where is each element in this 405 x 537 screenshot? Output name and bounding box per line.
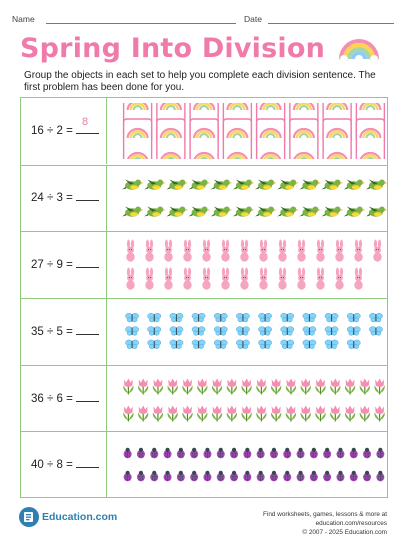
bird bbox=[344, 207, 366, 217]
brand-name: Education.com bbox=[42, 511, 118, 523]
tulip bbox=[168, 379, 178, 395]
ladybug bbox=[137, 448, 145, 459]
tulip bbox=[286, 406, 296, 422]
ladybug bbox=[150, 448, 158, 459]
bunny bbox=[278, 240, 286, 262]
tulip bbox=[256, 406, 266, 422]
rainbow-icon bbox=[337, 35, 381, 61]
butterfly bbox=[148, 327, 161, 336]
ladybug bbox=[190, 448, 198, 459]
butterflies bbox=[121, 311, 387, 351]
ladybug bbox=[270, 448, 278, 459]
tulip bbox=[301, 406, 311, 422]
ladybug bbox=[190, 471, 198, 482]
name-field[interactable] bbox=[46, 23, 236, 24]
object-group bbox=[121, 372, 387, 426]
answer-blank[interactable] bbox=[76, 390, 99, 402]
tulip bbox=[345, 406, 355, 422]
bird bbox=[299, 180, 321, 190]
butterfly bbox=[281, 340, 294, 349]
bird bbox=[122, 180, 143, 190]
tulip bbox=[286, 379, 296, 395]
problem-row bbox=[21, 165, 387, 231]
tulip bbox=[241, 406, 251, 422]
ladybug bbox=[350, 471, 358, 482]
date-field[interactable] bbox=[268, 23, 394, 24]
bunny bbox=[164, 268, 172, 290]
answer-blank[interactable] bbox=[76, 256, 99, 268]
footer-text bbox=[192, 510, 387, 537]
equation: 35 ÷ 5 = bbox=[31, 326, 73, 338]
tulip bbox=[168, 406, 178, 422]
instructions: Group the objects in each set to help you complete each division sentence. The first problem has been done for you. bbox=[24, 70, 376, 93]
bunny bbox=[221, 268, 229, 290]
tulip bbox=[197, 406, 207, 422]
bunny bbox=[259, 268, 267, 290]
butterfly bbox=[170, 327, 183, 336]
butterfly bbox=[192, 340, 205, 349]
bunny bbox=[221, 240, 229, 262]
bunny bbox=[164, 240, 172, 262]
ladybug bbox=[350, 448, 358, 459]
object-group bbox=[121, 172, 387, 226]
bird bbox=[144, 180, 166, 190]
bunny bbox=[126, 240, 134, 262]
butterfly bbox=[303, 313, 316, 322]
butterfly bbox=[148, 340, 161, 349]
ladybugs bbox=[121, 442, 387, 488]
answer-value: 8 bbox=[82, 116, 89, 128]
answer-blank[interactable] bbox=[76, 189, 99, 201]
bird bbox=[277, 180, 299, 190]
division-sentence bbox=[31, 189, 103, 204]
rainbow-card bbox=[190, 119, 218, 159]
ladybug bbox=[363, 471, 371, 482]
copyright: © 2007 - 2025 Education.com bbox=[302, 529, 387, 536]
ladybug bbox=[217, 471, 225, 482]
bunny bbox=[354, 268, 362, 290]
division-sentence bbox=[31, 323, 103, 338]
division-sentence bbox=[31, 456, 103, 471]
butterfly bbox=[236, 313, 249, 322]
ladybug bbox=[243, 471, 251, 482]
answer-blank[interactable] bbox=[76, 116, 99, 134]
column-divider bbox=[106, 299, 107, 365]
equation: 27 ÷ 9 = bbox=[31, 259, 73, 271]
butterfly bbox=[369, 313, 382, 322]
bird bbox=[255, 207, 276, 217]
tulip bbox=[271, 406, 281, 422]
tulip bbox=[138, 406, 148, 422]
tulip bbox=[212, 406, 222, 422]
tulip bbox=[330, 379, 340, 395]
header bbox=[12, 14, 393, 28]
division-sentence bbox=[31, 390, 103, 405]
birds bbox=[121, 172, 387, 226]
tulip bbox=[256, 379, 266, 395]
rainbow-card bbox=[257, 119, 285, 159]
bird bbox=[277, 207, 299, 217]
ladybug bbox=[230, 471, 238, 482]
butterfly bbox=[258, 340, 271, 349]
bunny bbox=[183, 268, 191, 290]
problem-table bbox=[20, 97, 388, 498]
bird bbox=[299, 207, 321, 217]
bird bbox=[255, 180, 276, 190]
butterfly bbox=[258, 313, 271, 322]
ladybug bbox=[257, 471, 265, 482]
problem-row bbox=[21, 231, 387, 298]
rainbow-card bbox=[290, 119, 318, 159]
ladybug bbox=[323, 448, 331, 459]
tulip bbox=[123, 379, 133, 395]
butterfly bbox=[303, 340, 316, 349]
ladybug bbox=[217, 448, 225, 459]
bird bbox=[122, 207, 143, 217]
column-divider bbox=[106, 432, 107, 498]
bird bbox=[144, 207, 166, 217]
column-divider bbox=[106, 366, 107, 431]
column-divider bbox=[106, 232, 107, 298]
division-sentence bbox=[31, 116, 103, 137]
butterfly bbox=[369, 327, 382, 336]
butterfly bbox=[236, 340, 249, 349]
ladybug bbox=[177, 471, 185, 482]
bunny bbox=[202, 268, 210, 290]
rainbow-card bbox=[124, 119, 152, 159]
tulip bbox=[241, 379, 251, 395]
answer-blank[interactable] bbox=[76, 323, 99, 335]
butterfly bbox=[148, 313, 161, 322]
bunny bbox=[297, 268, 305, 290]
ladybug bbox=[336, 448, 344, 459]
rainbow-card bbox=[356, 119, 384, 159]
butterfly bbox=[214, 340, 227, 349]
butterfly bbox=[325, 340, 338, 349]
rainbow-cards bbox=[121, 103, 387, 159]
bird bbox=[211, 207, 233, 217]
rainbow-card bbox=[157, 119, 185, 159]
butterfly bbox=[281, 313, 294, 322]
ladybug bbox=[283, 448, 291, 459]
ladybug bbox=[124, 471, 132, 482]
bunny bbox=[240, 268, 248, 290]
equation: 36 ÷ 6 = bbox=[31, 393, 73, 405]
bird bbox=[366, 180, 387, 190]
bunny bbox=[297, 240, 305, 262]
butterfly bbox=[192, 313, 205, 322]
butterfly bbox=[258, 327, 271, 336]
tulip bbox=[360, 379, 370, 395]
bird bbox=[166, 180, 188, 190]
tulip bbox=[138, 379, 148, 395]
butterfly bbox=[347, 313, 360, 322]
butterfly bbox=[281, 327, 294, 336]
tulip bbox=[315, 406, 325, 422]
object-group bbox=[121, 311, 387, 351]
bunny bbox=[354, 240, 362, 262]
ladybug bbox=[203, 471, 211, 482]
butterfly bbox=[125, 313, 138, 322]
butterfly bbox=[303, 327, 316, 336]
ladybug bbox=[164, 471, 172, 482]
tulip bbox=[330, 406, 340, 422]
bunny bbox=[316, 240, 324, 262]
equation: 40 ÷ 8 = bbox=[31, 459, 73, 471]
ladybug bbox=[203, 448, 211, 459]
tulip bbox=[301, 379, 311, 395]
butterfly bbox=[347, 340, 360, 349]
footer-line: Find worksheets, games, lessons & more at education.com/resources bbox=[263, 511, 387, 527]
bird bbox=[322, 207, 344, 217]
tulip bbox=[153, 379, 163, 395]
bunny bbox=[335, 268, 343, 290]
ladybug bbox=[297, 471, 305, 482]
problem-row bbox=[21, 431, 387, 498]
tulip bbox=[227, 406, 237, 422]
object-group bbox=[121, 238, 387, 294]
bunny bbox=[183, 240, 191, 262]
butterfly bbox=[170, 313, 183, 322]
tulip bbox=[374, 406, 384, 422]
ladybug bbox=[363, 448, 371, 459]
tulip bbox=[212, 379, 222, 395]
tulip bbox=[315, 379, 325, 395]
tulips bbox=[121, 372, 387, 426]
column-divider bbox=[106, 166, 107, 231]
bunny bbox=[278, 268, 286, 290]
bunny bbox=[335, 240, 343, 262]
tulip bbox=[153, 406, 163, 422]
tulip bbox=[360, 406, 370, 422]
bird bbox=[211, 180, 233, 190]
date-label: Date bbox=[244, 14, 262, 24]
education-logo-icon bbox=[18, 506, 40, 528]
equation: 16 ÷ 2 = bbox=[31, 125, 73, 137]
bird bbox=[166, 207, 188, 217]
ladybug bbox=[310, 471, 318, 482]
bunny bbox=[145, 268, 153, 290]
tulip bbox=[197, 379, 207, 395]
ladybug bbox=[297, 448, 305, 459]
object-group bbox=[121, 442, 387, 488]
bird bbox=[233, 180, 255, 190]
tulip bbox=[182, 406, 192, 422]
ladybug bbox=[323, 471, 331, 482]
ladybug bbox=[137, 471, 145, 482]
bird bbox=[366, 207, 387, 217]
tulip bbox=[123, 406, 133, 422]
ladybug bbox=[177, 448, 185, 459]
ladybug bbox=[230, 448, 238, 459]
bunny bbox=[145, 240, 153, 262]
ladybug bbox=[336, 471, 344, 482]
column-divider bbox=[106, 98, 107, 164]
ladybug bbox=[124, 448, 132, 459]
tulip bbox=[271, 379, 281, 395]
ladybug bbox=[310, 448, 318, 459]
bunny bbox=[126, 268, 134, 290]
tulip bbox=[227, 379, 237, 395]
butterfly bbox=[325, 327, 338, 336]
bunny bbox=[259, 240, 267, 262]
bunny bbox=[373, 240, 381, 262]
rainbow-card bbox=[323, 119, 351, 159]
bird bbox=[344, 180, 366, 190]
ladybug bbox=[257, 448, 265, 459]
butterfly bbox=[236, 327, 249, 336]
page-title: Spring Into Division bbox=[20, 33, 326, 64]
bunny bbox=[316, 268, 324, 290]
problem-row bbox=[21, 365, 387, 431]
ladybug bbox=[243, 448, 251, 459]
tulip bbox=[374, 379, 384, 395]
butterfly bbox=[170, 340, 183, 349]
butterfly bbox=[214, 313, 227, 322]
butterfly bbox=[325, 313, 338, 322]
equation: 24 ÷ 3 = bbox=[31, 192, 73, 204]
rainbow-card bbox=[223, 119, 251, 159]
ladybug bbox=[164, 448, 172, 459]
butterfly bbox=[192, 327, 205, 336]
butterfly bbox=[125, 340, 138, 349]
problem-row bbox=[21, 98, 387, 164]
tulip bbox=[182, 379, 192, 395]
problem-row bbox=[21, 298, 387, 365]
name-label: Name bbox=[12, 14, 35, 24]
bird bbox=[189, 207, 211, 217]
bird bbox=[189, 180, 211, 190]
ladybug bbox=[150, 471, 158, 482]
bunny bbox=[240, 240, 248, 262]
ladybug bbox=[283, 471, 291, 482]
answer-blank[interactable] bbox=[76, 456, 99, 468]
bunny bbox=[202, 240, 210, 262]
bird bbox=[322, 180, 344, 190]
butterfly bbox=[125, 327, 138, 336]
bird bbox=[233, 207, 255, 217]
bunnies bbox=[121, 238, 387, 294]
butterfly bbox=[347, 327, 360, 336]
ladybug bbox=[376, 448, 384, 459]
tulip bbox=[345, 379, 355, 395]
ladybug bbox=[376, 471, 384, 482]
ladybug bbox=[270, 471, 278, 482]
butterfly bbox=[214, 327, 227, 336]
division-sentence bbox=[31, 256, 103, 271]
object-group bbox=[121, 103, 387, 159]
